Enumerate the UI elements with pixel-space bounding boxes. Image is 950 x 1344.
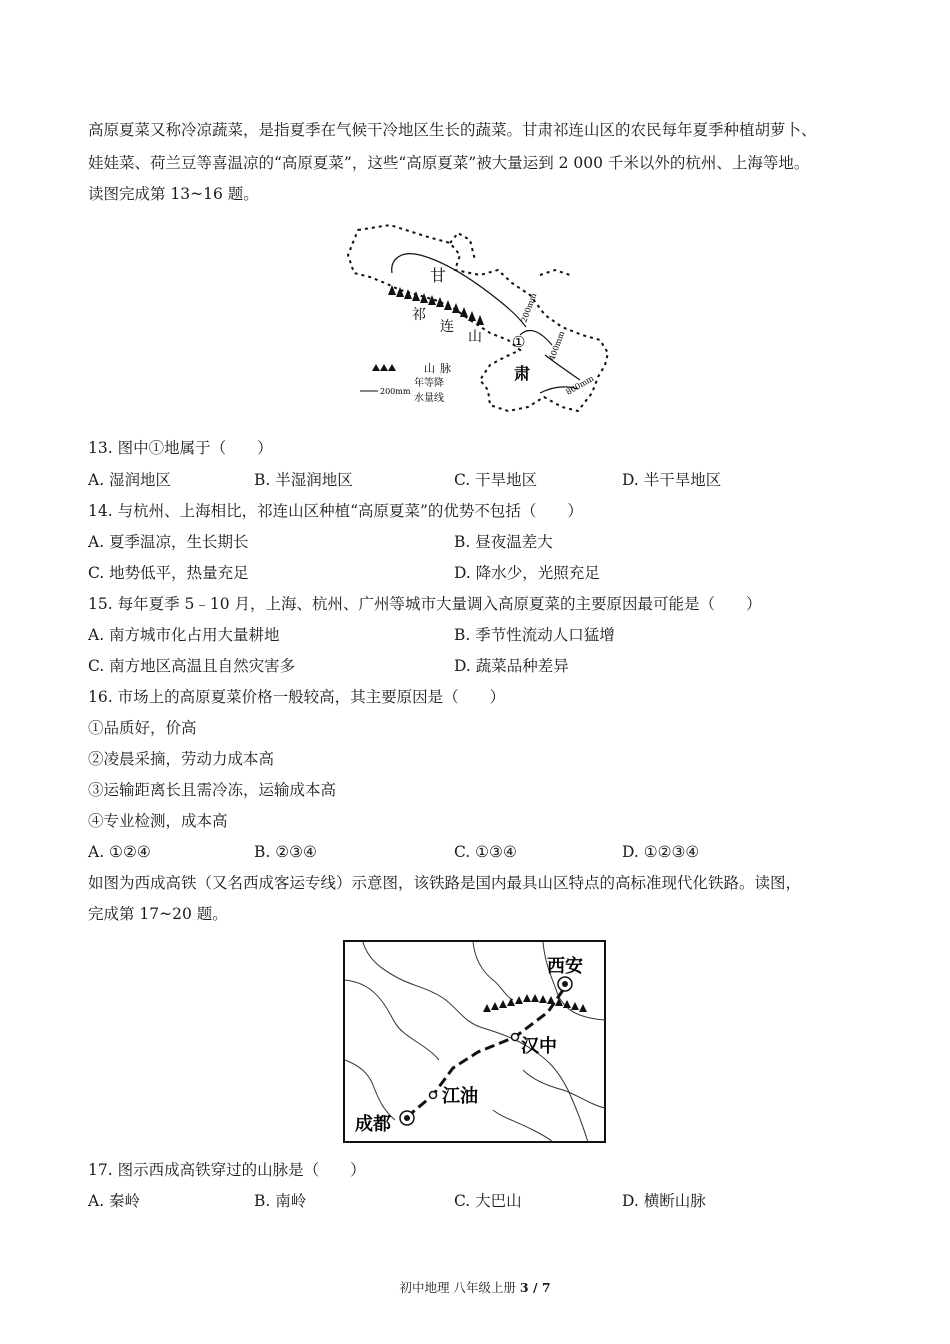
q16-option-a[interactable]: A. ①②④ [88, 843, 151, 861]
q15-stem: 15. 每年夏季 5﹣10 月，上海、杭州、广州等城市大量调入高原夏菜的主要原因最可能是（ ） [88, 595, 762, 613]
q17-stem: 17. 图示西成高铁穿过的山脉是（ ） [88, 1161, 366, 1179]
city-marker-hanzhong [512, 1034, 519, 1041]
intro-paragraph-line-1: 高原夏菜又称冷凉蔬菜，是指夏季在气候干冷地区生长的蔬菜。甘肃祁连山区的农民每年夏季种植胡萝卜、 [88, 121, 817, 139]
q14-stem: 14. 与杭州、上海相比，祁连山区种植“高原夏菜”的优势不包括（ ） [88, 502, 583, 520]
q16-statement-1: ①品质好，价高 [88, 719, 197, 737]
intro-paragraph-line-2: 娃娃菜、荷兰豆等喜温凉的“高原夏菜”，这些“高原夏菜”被大量运到 2 000 千米以外的杭州、上海等地。 [88, 154, 810, 172]
q14-option-b[interactable]: B. 昼夜温差大 [454, 533, 553, 551]
q16-statement-2: ②凌晨采摘，劳动力成本高 [88, 750, 275, 768]
map-label-gan: 甘 [430, 266, 447, 285]
map-label-su: 肃 [514, 364, 531, 383]
map-marker-1: ① [512, 333, 526, 351]
q16-stem: 16. 市场上的高原夏菜价格一般较高，其主要原因是（ ） [88, 688, 506, 706]
map-label-qi: 祁 [412, 307, 426, 323]
q13-option-d[interactable]: D. 半干旱地区 [622, 471, 722, 489]
city-label-hanzhong: 汉中 [521, 1036, 557, 1057]
q17-option-b[interactable]: B. 南岭 [254, 1192, 307, 1210]
q17-option-c[interactable]: C. 大巴山 [454, 1192, 522, 1210]
legend-mountain-label-2: 脉 [440, 362, 451, 375]
gansu-map [330, 215, 620, 415]
isohyet-label-800: 800mm [564, 373, 596, 397]
q15-option-b[interactable]: B. 季节性流动人口猛增 [454, 626, 615, 644]
q16-option-c[interactable]: C. ①③④ [454, 843, 517, 861]
q16-option-d[interactable]: D. ①②③④ [622, 843, 700, 861]
q14-option-c[interactable]: C. 地势低平，热量充足 [88, 564, 249, 582]
map-legend [360, 362, 451, 404]
q15-option-d[interactable]: D. 蔬菜品种差异 [454, 657, 569, 675]
city-marker-jiangyou [430, 1092, 437, 1099]
q15-option-c[interactable]: C. 南方地区高温且自然灾害多 [88, 657, 296, 675]
legend-mountain-label-1: 山 [424, 362, 435, 375]
map-label-lian: 连 [440, 319, 454, 335]
q17-option-a[interactable]: A. 秦岭 [88, 1192, 141, 1210]
q14-option-a[interactable]: A. 夏季温凉，生长期长 [88, 533, 249, 551]
q13-option-b[interactable]: B. 半湿润地区 [254, 471, 353, 489]
q16-statement-4: ④专业检测，成本高 [88, 812, 228, 830]
q16-statement-3: ③运输距离长且需冷冻，运输成本高 [88, 781, 337, 799]
city-marker-chengdu [400, 1111, 414, 1125]
intro2-paragraph-line-2: 完成第 17~20 题。 [88, 905, 228, 923]
q13-option-c[interactable]: C. 干旱地区 [454, 471, 538, 489]
map-label-shan: 山 [468, 329, 482, 345]
intro-paragraph-line-3: 读图完成第 13~16 题。 [88, 185, 259, 203]
city-marker-xian [558, 977, 572, 991]
page-number: 3 / 7 [519, 1280, 551, 1295]
q17-option-d[interactable]: D. 横断山脉 [622, 1192, 706, 1210]
city-label-xian: 西安 [547, 956, 583, 977]
legend-isohyet-label-1: 年等降 [414, 378, 444, 389]
intro2-paragraph-line-1: 如图为西成高铁（又名西成客运专线）示意图，该铁路是国内最具山区特点的高标准现代化铁路。读图， [88, 874, 802, 892]
isohyet-label-400: 400mm [547, 329, 567, 362]
province-boundary [348, 225, 608, 411]
legend-isohyet-label-2: 水量线 [414, 393, 444, 404]
q13-option-a[interactable]: A. 湿润地区 [88, 471, 172, 489]
q16-option-b[interactable]: B. ②③④ [254, 843, 317, 861]
footer-text: 初中地理 八年级上册 [399, 1280, 520, 1295]
q13-stem: 13. 图中①地属于（ ） [88, 439, 273, 457]
page-footer [0, 1278, 950, 1296]
q15-option-a[interactable]: A. 南方城市化占用大量耕地 [88, 626, 280, 644]
isohyet-label-200: 200mm [519, 291, 539, 324]
legend-isohyet-value: 200mm [380, 387, 411, 396]
legend-mountain-icon [372, 364, 396, 371]
xicheng-railway-map [343, 940, 606, 1143]
city-label-jiangyou: 江油 [442, 1086, 478, 1107]
city-label-chengdu: 成都 [355, 1114, 391, 1135]
q14-option-d[interactable]: D. 降水少，光照充足 [454, 564, 600, 582]
